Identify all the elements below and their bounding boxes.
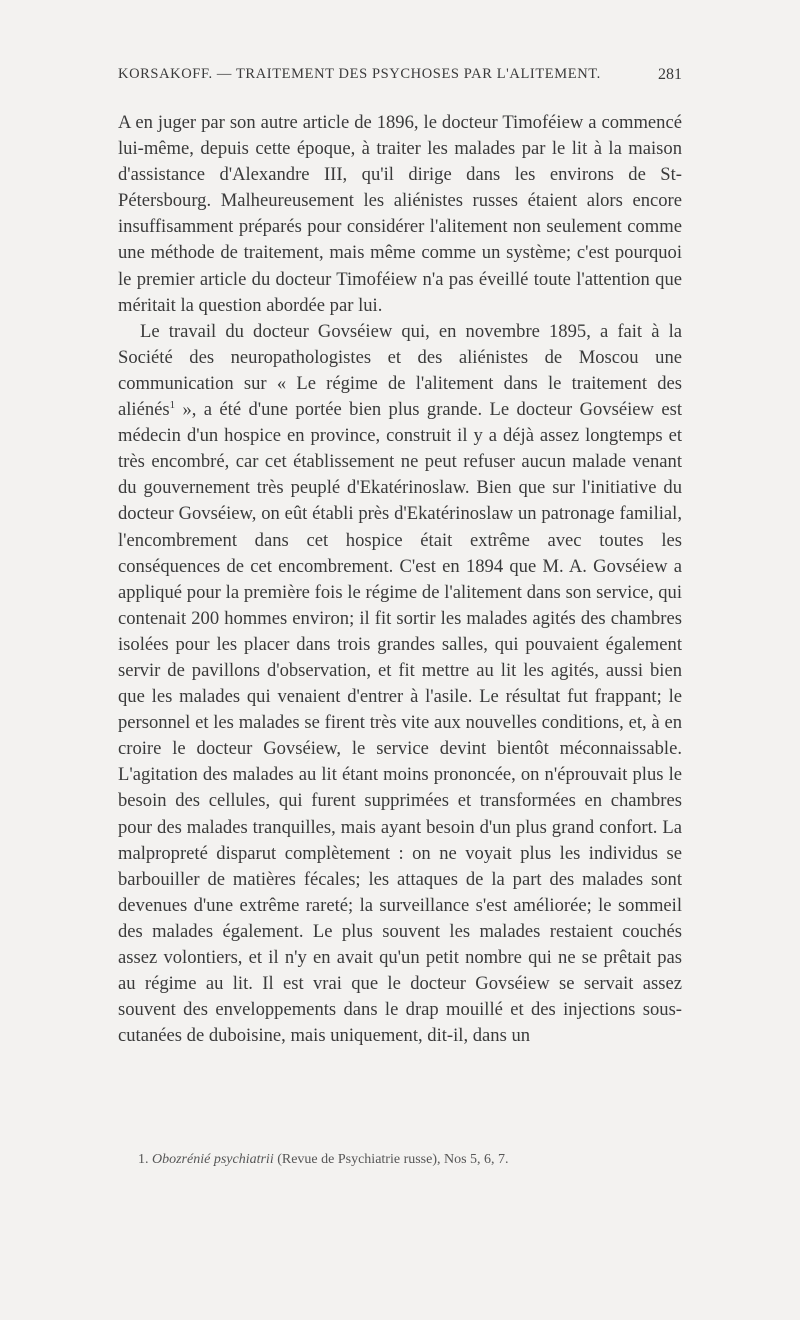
footnote-number: 1.	[138, 1152, 149, 1167]
running-head-title: KORSAKOFF. — TRAITEMENT DES PSYCHOSES PAR L'ALITEMENT.	[118, 66, 601, 82]
paragraph-1: A en juger par son autre article de 1896, le docteur Timoféiew a commencé lui-même, depuis cette époque, à traiter les malades par le lit à la maison d'assistance d'Alexandre III, qu'il dirige dans les environs de St-Pétersbourg. Malheureusement les aliénistes russes étaient alors encore insuffisamment préparés pour considérer l'alitement non seulement comme une méthode de traitement, mais même comme un système; c'est pourquoi le premier article du docteur Timoféiew n'a pas éveillé toute l'attention que méritait la question abordée par lui.	[118, 112, 682, 316]
footnote-journal-title: Obozrénié psychiatrii	[152, 1152, 274, 1167]
page-number: 281	[658, 66, 682, 83]
footnote-reference: 1	[169, 398, 176, 411]
body-text	[118, 110, 682, 1049]
paragraph-2-start: Le travail du docteur Govséiew qui, en novembre 1895, a fait à la Société des neuropathologistes et des aliénistes de Moscou une communication sur « Le régime de l'alitement dans le traitement des aliénés	[118, 320, 682, 421]
footnote-journal-details: (Revue de Psychiatrie russe), Nos 5, 6, 7.	[273, 1152, 509, 1167]
footnote	[138, 1152, 698, 1168]
paragraph-2-rest: », a été d'une portée bien plus grande. Le docteur Govséiew est médecin d'un hospice en province, construit il y a déjà assez longtemps et très encombré, car cet établissement ne peut refuser aucun malade venant du gouvernement très peuplé d'Ekatérinoslaw. Bien que sur l'initiative du docteur Govséiew, on eût établi près d'Ekatérinoslaw un patronage familial, l'encombrement dans cet hospice était extrême avec toutes les conséquences de cet encombrement. C'est en 1894 que M. A. Govséiew a appliqué pour la première fois le régime de l'alitement dans son service, qui contenait 200 hommes environ; il fit sortir les malades agités des chambres isolées pour les placer dans trois grandes salles, qui pouvaient également servir de pavillons d'observation, et fit mettre au lit les agités, aussi bien que les malades qui venaient d'entrer à l'asile. Le résultat fut frappant; le personnel et les malades se firent très vite aux nouvelles conditions, et, à en croire le docteur Govséiew, le service devint bientôt méconnaissable. L'agitation des malades au lit étant moins prononcée, on n'éprouvait plus le besoin des cellules, qui furent supprimées et transformées en chambres pour des malades tranquilles, mais ayant besoin d'un plus grand confort. La malpropreté disparut complètement : on ne voyait plus les individus se barbouiller de matières fécales; les attaques de la part des malades sont devenues d'une extrême rareté; la surveillance s'est améliorée; le sommeil des malades également. Le plus souvent les malades restaient couchés assez volontiers, et il n'y en avait qu'un petit nombre qui ne se prêtait pas au régime au lit. Il est vrai que le docteur Govséiew se servait assez souvent des enveloppements dans le drap mouillé et des injections sous-cutanées de duboisine, mais uniquement, dit-il, dans un	[118, 399, 682, 1047]
paragraph-2	[118, 319, 682, 1050]
running-head	[118, 66, 682, 90]
